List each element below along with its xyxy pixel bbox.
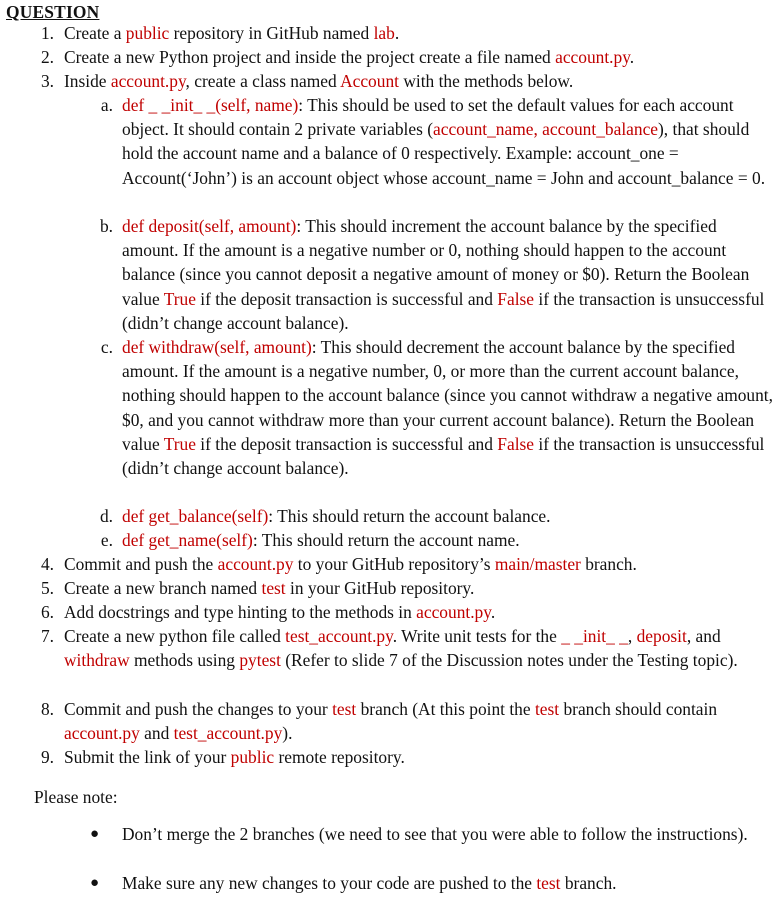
item-text: Create a new branch named test in your GitHub repository. [64, 578, 475, 598]
highlight-filename: account.py [416, 602, 491, 622]
sub-item-text: def deposit(self, amount): This should increment the account balance by the specified amount. If the amount is a negative number or 0, nothing should happen to the account balance (since you cannot deposit a negative amount of money or $0). Return the Boolean value True if the deposit transaction is successful and False if the transaction is unsuccessful (didn’t change account balance). [122, 216, 765, 333]
highlight-branch: test [332, 699, 357, 719]
bullet-icon: ● [90, 826, 100, 842]
boolean-true: True [163, 433, 196, 454]
highlight-public: public [230, 747, 275, 767]
item-number: 7. [40, 626, 54, 646]
item-text: Inside account.py, create a class named Account with the methods below. [64, 71, 574, 91]
item-number: 6. [40, 602, 54, 622]
item-text: Add docstrings and type hinting to the methods in account.py. [64, 602, 496, 622]
private-variables: account_name, account_balance [433, 119, 659, 140]
highlight-branch: main/master [494, 554, 581, 574]
method-signature: def deposit(self, amount) [122, 216, 297, 236]
highlight-filename: account.py [64, 723, 140, 744]
highlight-deposit: deposit [636, 626, 687, 646]
highlight-withdraw: withdraw [64, 650, 130, 671]
boolean-true: True [163, 288, 196, 309]
item-number: 4. [40, 554, 54, 574]
sub-item-letter: d. [99, 506, 113, 526]
sub-item-letter: c. [100, 337, 113, 357]
highlight-pytest: pytest [239, 650, 281, 671]
highlight-lab: lab [373, 23, 395, 43]
highlight-filename: test_account.py [285, 626, 393, 646]
method-signature: def withdraw(self, amount) [122, 337, 312, 357]
highlight-branch: test [534, 699, 560, 719]
highlight-filename: account.py [555, 47, 630, 67]
item-number: 2. [40, 47, 54, 67]
method-signature: def get_balance(self) [122, 506, 269, 526]
highlight-filename: account.py [110, 71, 186, 91]
sub-item-letter: b. [99, 216, 113, 236]
method-signature: def get_name(self) [122, 530, 253, 550]
sub-item-text: def withdraw(self, amount): This should decrement the account balance by the specified amount. If the amount is a negative number, 0, or more than the current account balance, nothing should happen to the account balance (since you cannot withdraw a negative amount, $0, and you cannot withdraw more than your current account balance). Return the Boolean value True if the deposit transaction is successful and False if the transaction is unsuccessful (didn’t change account balance). [122, 337, 773, 479]
boolean-false: False [497, 433, 535, 454]
item-text: Create a new Python project and inside the project create a file named account.py. [64, 47, 635, 67]
highlight-class: Account [340, 71, 399, 91]
note-text: Make sure any new changes to your code are pushed to the test branch. [122, 873, 617, 893]
item-text: Create a new python file called test_account.py. Write unit tests for the _ _init_ _, deposit, and withdraw methods using pytest (Refer to slide 7 of the Discussion notes under the Testing topic). [64, 626, 738, 671]
bullet-icon: ● [90, 875, 100, 891]
highlight-branch: test [536, 873, 561, 893]
highlight-branch: test [261, 578, 286, 598]
sub-item-letter: e. [100, 530, 113, 550]
note-label: Please note: [34, 787, 118, 807]
item-text: Submit the link of your public remote repository. [64, 747, 405, 767]
sub-item-text: def _ _init_ _(self, name): This should be used to set the default values for each account object. It should contain 2 private variables (account_name, account_balance), that should hold the account name and a balance of 0 respectively. Example: account_one = Account(‘John’) is an account object whose account_name = John and account_balance = 0. [122, 95, 766, 188]
highlight-init: _ _init_ _ [561, 626, 628, 646]
item-number: 9. [40, 747, 54, 767]
method-signature: def _ _init_ _(self, name) [122, 95, 299, 115]
item-text: Commit and push the account.py to your GitHub repository’s main/master branch. [64, 554, 637, 574]
sub-item-letter: a. [100, 95, 113, 115]
boolean-false: False [497, 288, 535, 309]
item-text: Create a public repository in GitHub named lab. [64, 23, 400, 43]
question-heading: QUESTION [6, 2, 100, 22]
item-number: 3. [40, 71, 54, 91]
item-text: Commit and push the changes to your test branch (At this point the test branch should contain account.py and test_account.py). [64, 699, 718, 744]
note-text: Don’t merge the 2 branches (we need to see that you were able to follow the instructions). [122, 824, 748, 844]
sub-item-text: def get_balance(self): This should return the account balance. [122, 506, 551, 526]
highlight-public: public [125, 23, 170, 43]
item-number: 5. [40, 578, 54, 598]
highlight-filename: account.py [217, 554, 294, 574]
item-number: 1. [40, 23, 54, 43]
sub-item-text: def get_name(self): This should return the account name. [122, 530, 520, 550]
item-number: 8. [40, 699, 54, 719]
highlight-filename: test_account.py [173, 723, 283, 744]
